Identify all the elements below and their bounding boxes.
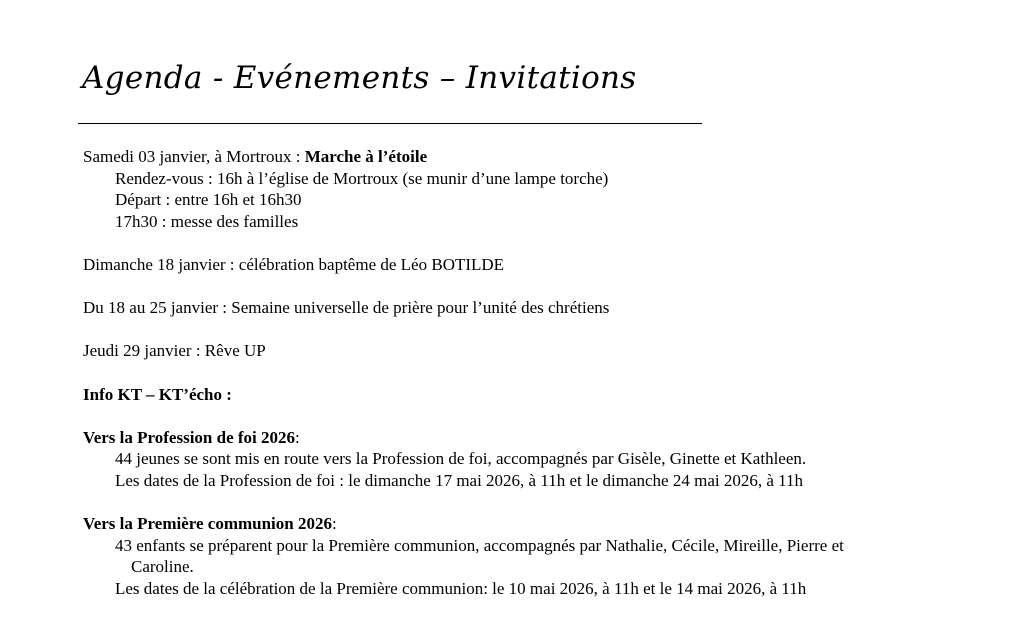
profession-heading-text: Vers la Profession de foi 2026 bbox=[83, 427, 296, 447]
profession-heading-suffix: : bbox=[295, 427, 300, 447]
kt-heading bbox=[83, 384, 1013, 406]
spacer bbox=[83, 405, 1013, 427]
event-marche-etoile bbox=[83, 146, 1013, 168]
communion-heading-text: Vers la Première communion 2026 bbox=[83, 514, 332, 534]
event-detail-messe: 17h30 : messe des familles bbox=[115, 211, 299, 231]
communion-line-dates: Les dates de la célébration de la Première communion: le 10 mai 2026, à 11h et le 14 mai 2026, à 11h bbox=[115, 578, 807, 598]
event-name: Marche à l’étoile bbox=[304, 147, 428, 166]
spacer bbox=[83, 492, 1013, 514]
spacer bbox=[83, 232, 1013, 254]
communion-line-enfants-cont-text: Caroline. bbox=[131, 557, 194, 577]
profession-line-jeunes: 44 jeunes se sont mis en route vers la Profession de foi, accompagnés par Gisèle, Ginette et Kathleen. bbox=[115, 449, 807, 469]
communion-line-enfants: 43 enfants se préparent pour la Première communion, accompagnés par Nathalie, Cécile, Mireille, Pierre et bbox=[115, 535, 844, 555]
profession-heading bbox=[83, 427, 1013, 449]
profession-line-dates: Les dates de la Profession de foi : le dimanche 17 mai 2026, à 11h et le dimanche 24 mai 2026, à 11h bbox=[115, 470, 804, 490]
event-reve-up: Jeudi 29 janvier : Rêve UP bbox=[83, 341, 266, 361]
spacer bbox=[83, 319, 1013, 341]
communion-line-enfants-cont bbox=[83, 556, 1013, 578]
event-bapteme: Dimanche 18 janvier : célébration baptême de Léo BOTILDE bbox=[83, 254, 505, 274]
event-date: Samedi 03 janvier, à Mortroux : bbox=[83, 147, 305, 166]
title-divider bbox=[78, 123, 702, 124]
document-body bbox=[83, 146, 1013, 599]
communion-heading bbox=[83, 513, 1013, 535]
spacer bbox=[83, 276, 1013, 298]
event-detail-rendezvous: Rendez-vous : 16h à l’église de Mortroux (se munir d’une lampe torche) bbox=[115, 168, 609, 188]
kt-heading-text: Info KT – KT’écho : bbox=[83, 384, 232, 404]
event-semaine-priere: Du 18 au 25 janvier : Semaine universelle de prière pour l’unité des chrétiens bbox=[83, 298, 610, 318]
page-title: Agenda - Evénements – Invitations bbox=[82, 60, 637, 96]
spacer bbox=[83, 362, 1013, 384]
communion-heading-suffix: : bbox=[331, 514, 337, 534]
event-detail-depart: Départ : entre 16h et 16h30 bbox=[115, 190, 302, 210]
